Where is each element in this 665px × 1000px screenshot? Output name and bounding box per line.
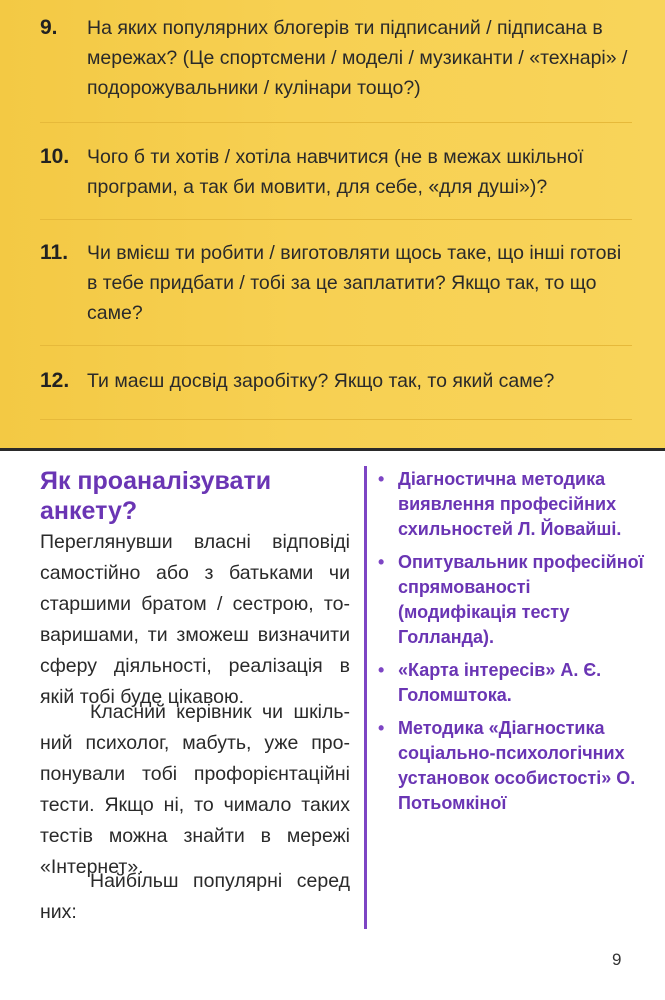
- question-11: [40, 238, 630, 328]
- paragraph-3: Найбільш популярні серед них:: [40, 870, 350, 923]
- question-number: 9.: [40, 16, 58, 39]
- question-text: Ти маєш досвід заробітку? Якщо так, то який саме?: [87, 370, 555, 392]
- question-text: Чого б ти хотів / хотіла навчитися (не в межах шкільної програми, а так би мовити, для себе, «для душі»)?: [87, 146, 584, 198]
- bullet-icon: •: [378, 552, 385, 572]
- question-12: [40, 366, 630, 396]
- question-number: 10.: [40, 145, 70, 168]
- answer-line: [40, 219, 632, 220]
- list-accent-bar: [364, 466, 367, 929]
- page-number: 9: [612, 950, 622, 969]
- question-number: 11.: [40, 241, 69, 264]
- tests-list: [378, 467, 648, 824]
- bullet-icon: •: [378, 660, 385, 680]
- paragraph-2: Класний керівник чи шкільний психолог, мабуть, уже пропонували тобі профорієнтаційні тести. Якщо ні, то чимало таких тестів можна знайти в мережі «Інтернет».: [40, 701, 350, 878]
- question-text: Чи вмієш ти робити / виготовляти щось таке, що інші готові в тебе придбати / тобі за це заплатити? Якщо так, то що саме?: [87, 242, 622, 324]
- section-heading: Як проаналізувати анкету?: [40, 467, 272, 525]
- question-10: [40, 142, 630, 202]
- answer-line: [40, 122, 632, 123]
- list-item: • Методика «Діагностика соціально-психологічних установок особистості» О. Потьомкіної: [378, 718, 636, 813]
- list-item: • Діагностична методика виявлення професійних схильностей Л. Йовайші.: [378, 469, 622, 539]
- bullet-icon: •: [378, 718, 385, 738]
- question-text: На яких популярних блогерів ти підписаний / підписана в мережах? (Це спортсмени / моделі / музиканти / «технарі» / подорожувальники / кулінари тощо?): [87, 17, 628, 99]
- answer-line: [40, 419, 632, 420]
- question-number: 12.: [40, 369, 70, 392]
- answer-line: [40, 345, 632, 346]
- list-item: • Опитувальник професійної спрямованості (модифікація тесту Голланда).: [378, 552, 644, 647]
- question-9: [40, 13, 630, 103]
- list-item: • «Карта інтересів» А. Є. Голомштока.: [378, 660, 602, 705]
- section-divider: [0, 448, 665, 451]
- bullet-icon: •: [378, 469, 385, 489]
- paragraph-1: Переглянувши власні відповіді самостійно або з батьками чи старшими братом / сестрою, товаришами, ти зможеш визначити сферу діяльності, реалізація в якій тобі буде цікавою.: [40, 531, 350, 708]
